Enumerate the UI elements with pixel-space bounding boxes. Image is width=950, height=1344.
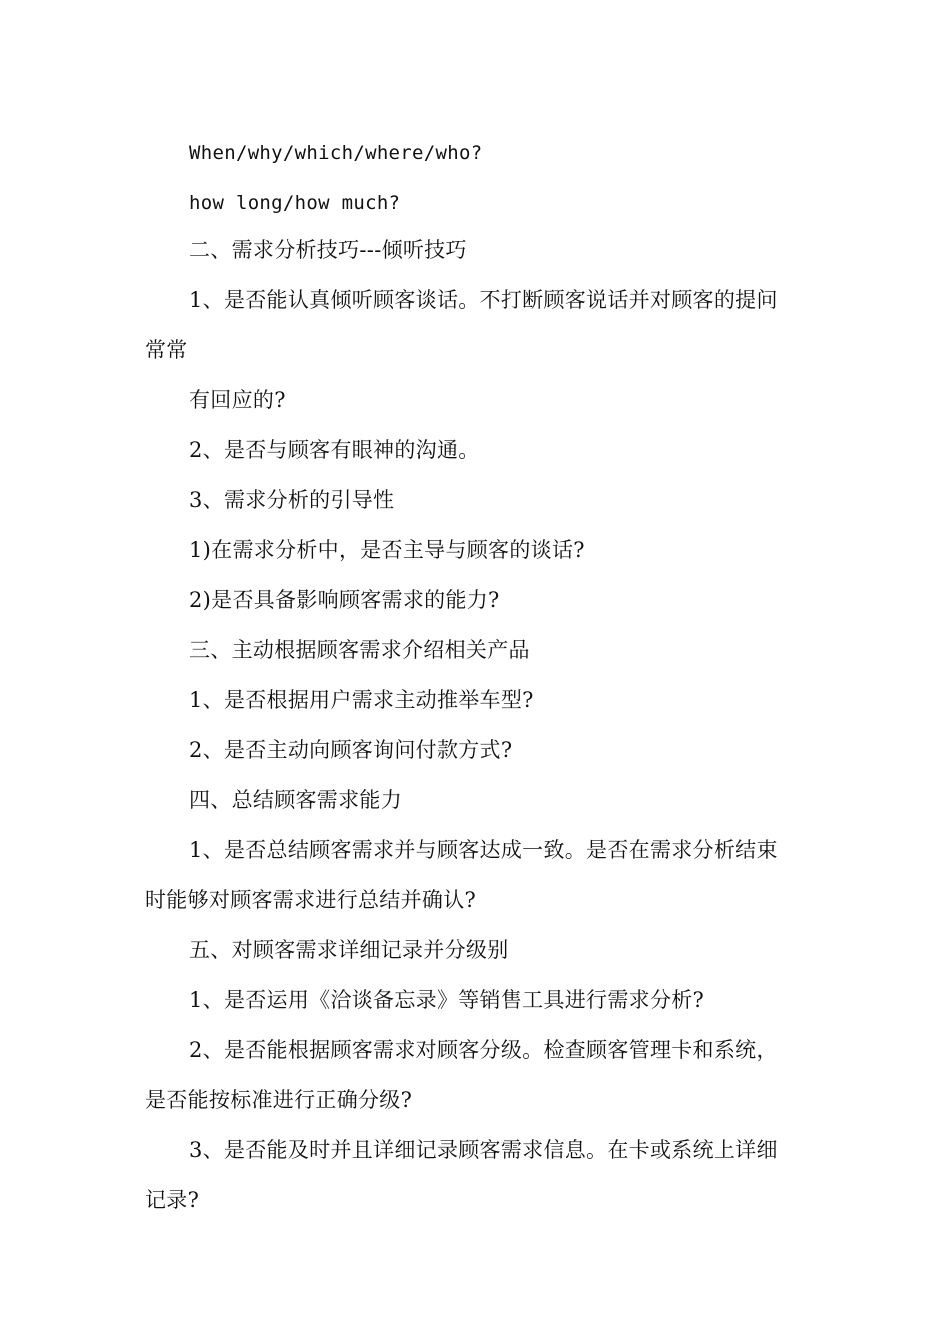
text-line: how long/how much? [189, 192, 401, 214]
text-line: 1)在需求分析中，是否主导与顾客的谈话? [189, 538, 585, 562]
text-line: 2)是否具备影响顾客需求的能力? [189, 588, 500, 612]
text-line: 1、是否能认真倾听顾客谈话。不打断顾客说话并对顾客的提问 [189, 288, 778, 312]
text-line: 记录? [145, 1188, 200, 1212]
text-line: 1、是否根据用户需求主动推举车型? [189, 688, 534, 712]
section-heading: 三、主动根据顾客需求介绍相关产品 [189, 638, 530, 662]
text-line: 常常 [145, 338, 188, 362]
section-heading: 四、总结顾客需求能力 [189, 788, 402, 812]
text-line: 是否能按标准进行正确分级? [145, 1088, 413, 1112]
text-line: 2、是否主动向顾客询问付款方式? [189, 738, 513, 762]
text-line: 3、是否能及时并且详细记录顾客需求信息。在卡或系统上详细 [189, 1138, 778, 1162]
text-line: 2、是否与顾客有眼神的沟通。 [189, 438, 480, 462]
text-line: 有回应的? [189, 388, 286, 412]
text-line: 3、需求分析的引导性 [189, 488, 395, 512]
text-line: 1、是否总结顾客需求并与顾客达成一致。是否在需求分析结束 [189, 838, 778, 862]
text-line: When/why/which/where/who? [189, 142, 483, 164]
text-line: 1、是否运用《洽谈备忘录》等销售工具进行需求分析? [189, 988, 705, 1012]
text-line: 2、是否能根据顾客需求对顾客分级。检查顾客管理卡和系统， [189, 1038, 778, 1062]
text-line: 时能够对顾客需求进行总结并确认? [145, 888, 477, 912]
section-heading: 二、需求分析技巧---倾听技巧 [189, 238, 467, 262]
section-heading: 五、对顾客需求详细记录并分级别 [189, 938, 509, 962]
